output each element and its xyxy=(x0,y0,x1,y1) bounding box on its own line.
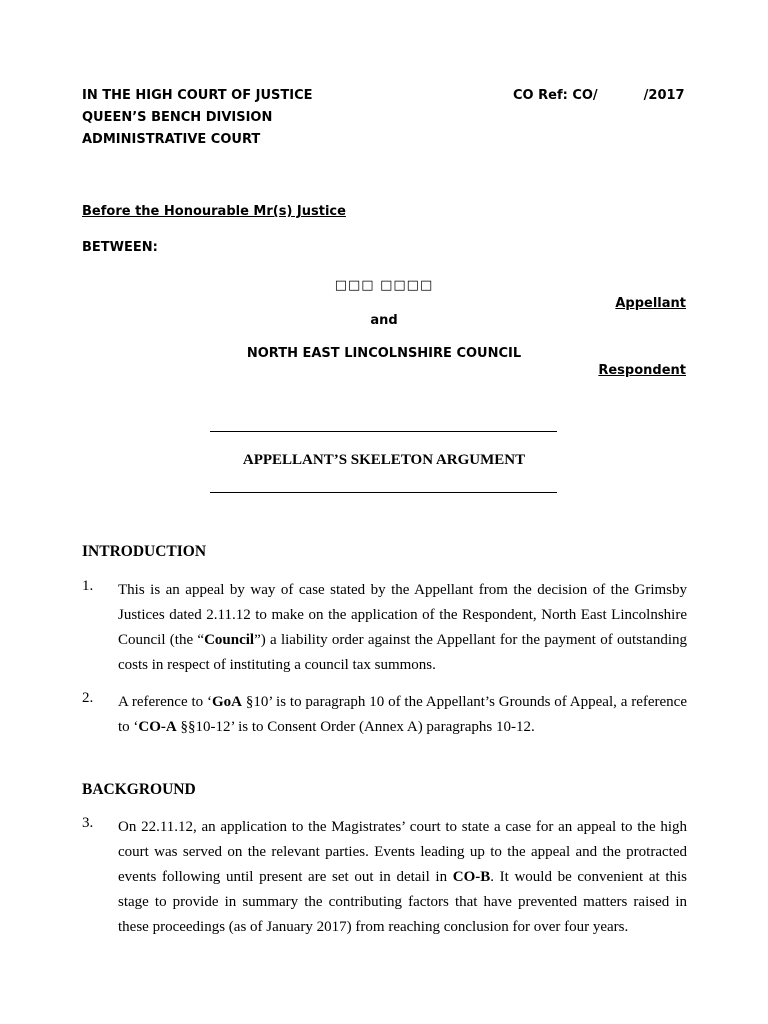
appellant-name: □□□ □□□□ xyxy=(334,278,434,293)
between-label: BETWEEN: xyxy=(82,240,158,255)
respondent-role: Respondent xyxy=(598,363,686,378)
paragraph-text: A reference to ‘GoA §10’ is to paragraph 10 of the Appellant’s Grounds of Appeal, a reference to ‘CO-A §§10-12’ is to Consent Order (Annex A) paragraphs 10-12. xyxy=(118,694,687,735)
before-judge-line: Before the Honourable Mr(s) Justice xyxy=(82,204,346,219)
court-division: QUEEN’S BENCH DIVISION xyxy=(82,110,273,125)
section-heading-background: BACKGROUND xyxy=(82,781,196,798)
case-reference-suffix: /2017 xyxy=(643,88,685,103)
paragraph-number: 3. xyxy=(82,815,94,831)
paragraph-2 xyxy=(82,690,687,740)
document-title: APPELLANT’S SKELETON ARGUMENT xyxy=(242,452,526,468)
court-name: IN THE HIGH COURT OF JUSTICE xyxy=(82,88,313,103)
paragraph-number: 2. xyxy=(82,690,94,706)
paragraph-text: On 22.11.12, an application to the Magistrates’ court to state a case for an appeal to the high court was served on the relevant parties. Events leading up to the appeal and the protracted events following until present are set out in detail in CO-B. It would be convenient at this stage to provide in summary the contributing factors that have prevented matters raised in these proceedings (as of January 2017) from reaching conclusion for over four years. xyxy=(118,819,687,935)
case-reference xyxy=(513,88,685,103)
paragraph-number: 1. xyxy=(82,578,94,594)
appellant-role: Appellant xyxy=(615,296,686,311)
paragraph-text: This is an appeal by way of case stated by the Appellant from the decision of the Grimsby Justices dated 2.11.12 to make on the application of the Respondent, North East Lincolnshire Council (the “Council”) a liability order against the Appellant for the payment of outstanding costs in respect of instituting a council tax summons. xyxy=(118,582,687,673)
title-rule-top xyxy=(210,431,557,432)
title-rule-bottom xyxy=(210,492,557,493)
and-separator: and xyxy=(370,313,398,328)
case-reference-prefix: CO Ref: CO/ xyxy=(513,88,598,103)
court-section: ADMINISTRATIVE COURT xyxy=(82,132,261,147)
paragraph-1 xyxy=(82,578,687,678)
paragraph-3 xyxy=(82,815,687,940)
respondent-name: NORTH EAST LINCOLNSHIRE COUNCIL xyxy=(246,346,522,361)
section-heading-introduction: INTRODUCTION xyxy=(82,543,207,560)
